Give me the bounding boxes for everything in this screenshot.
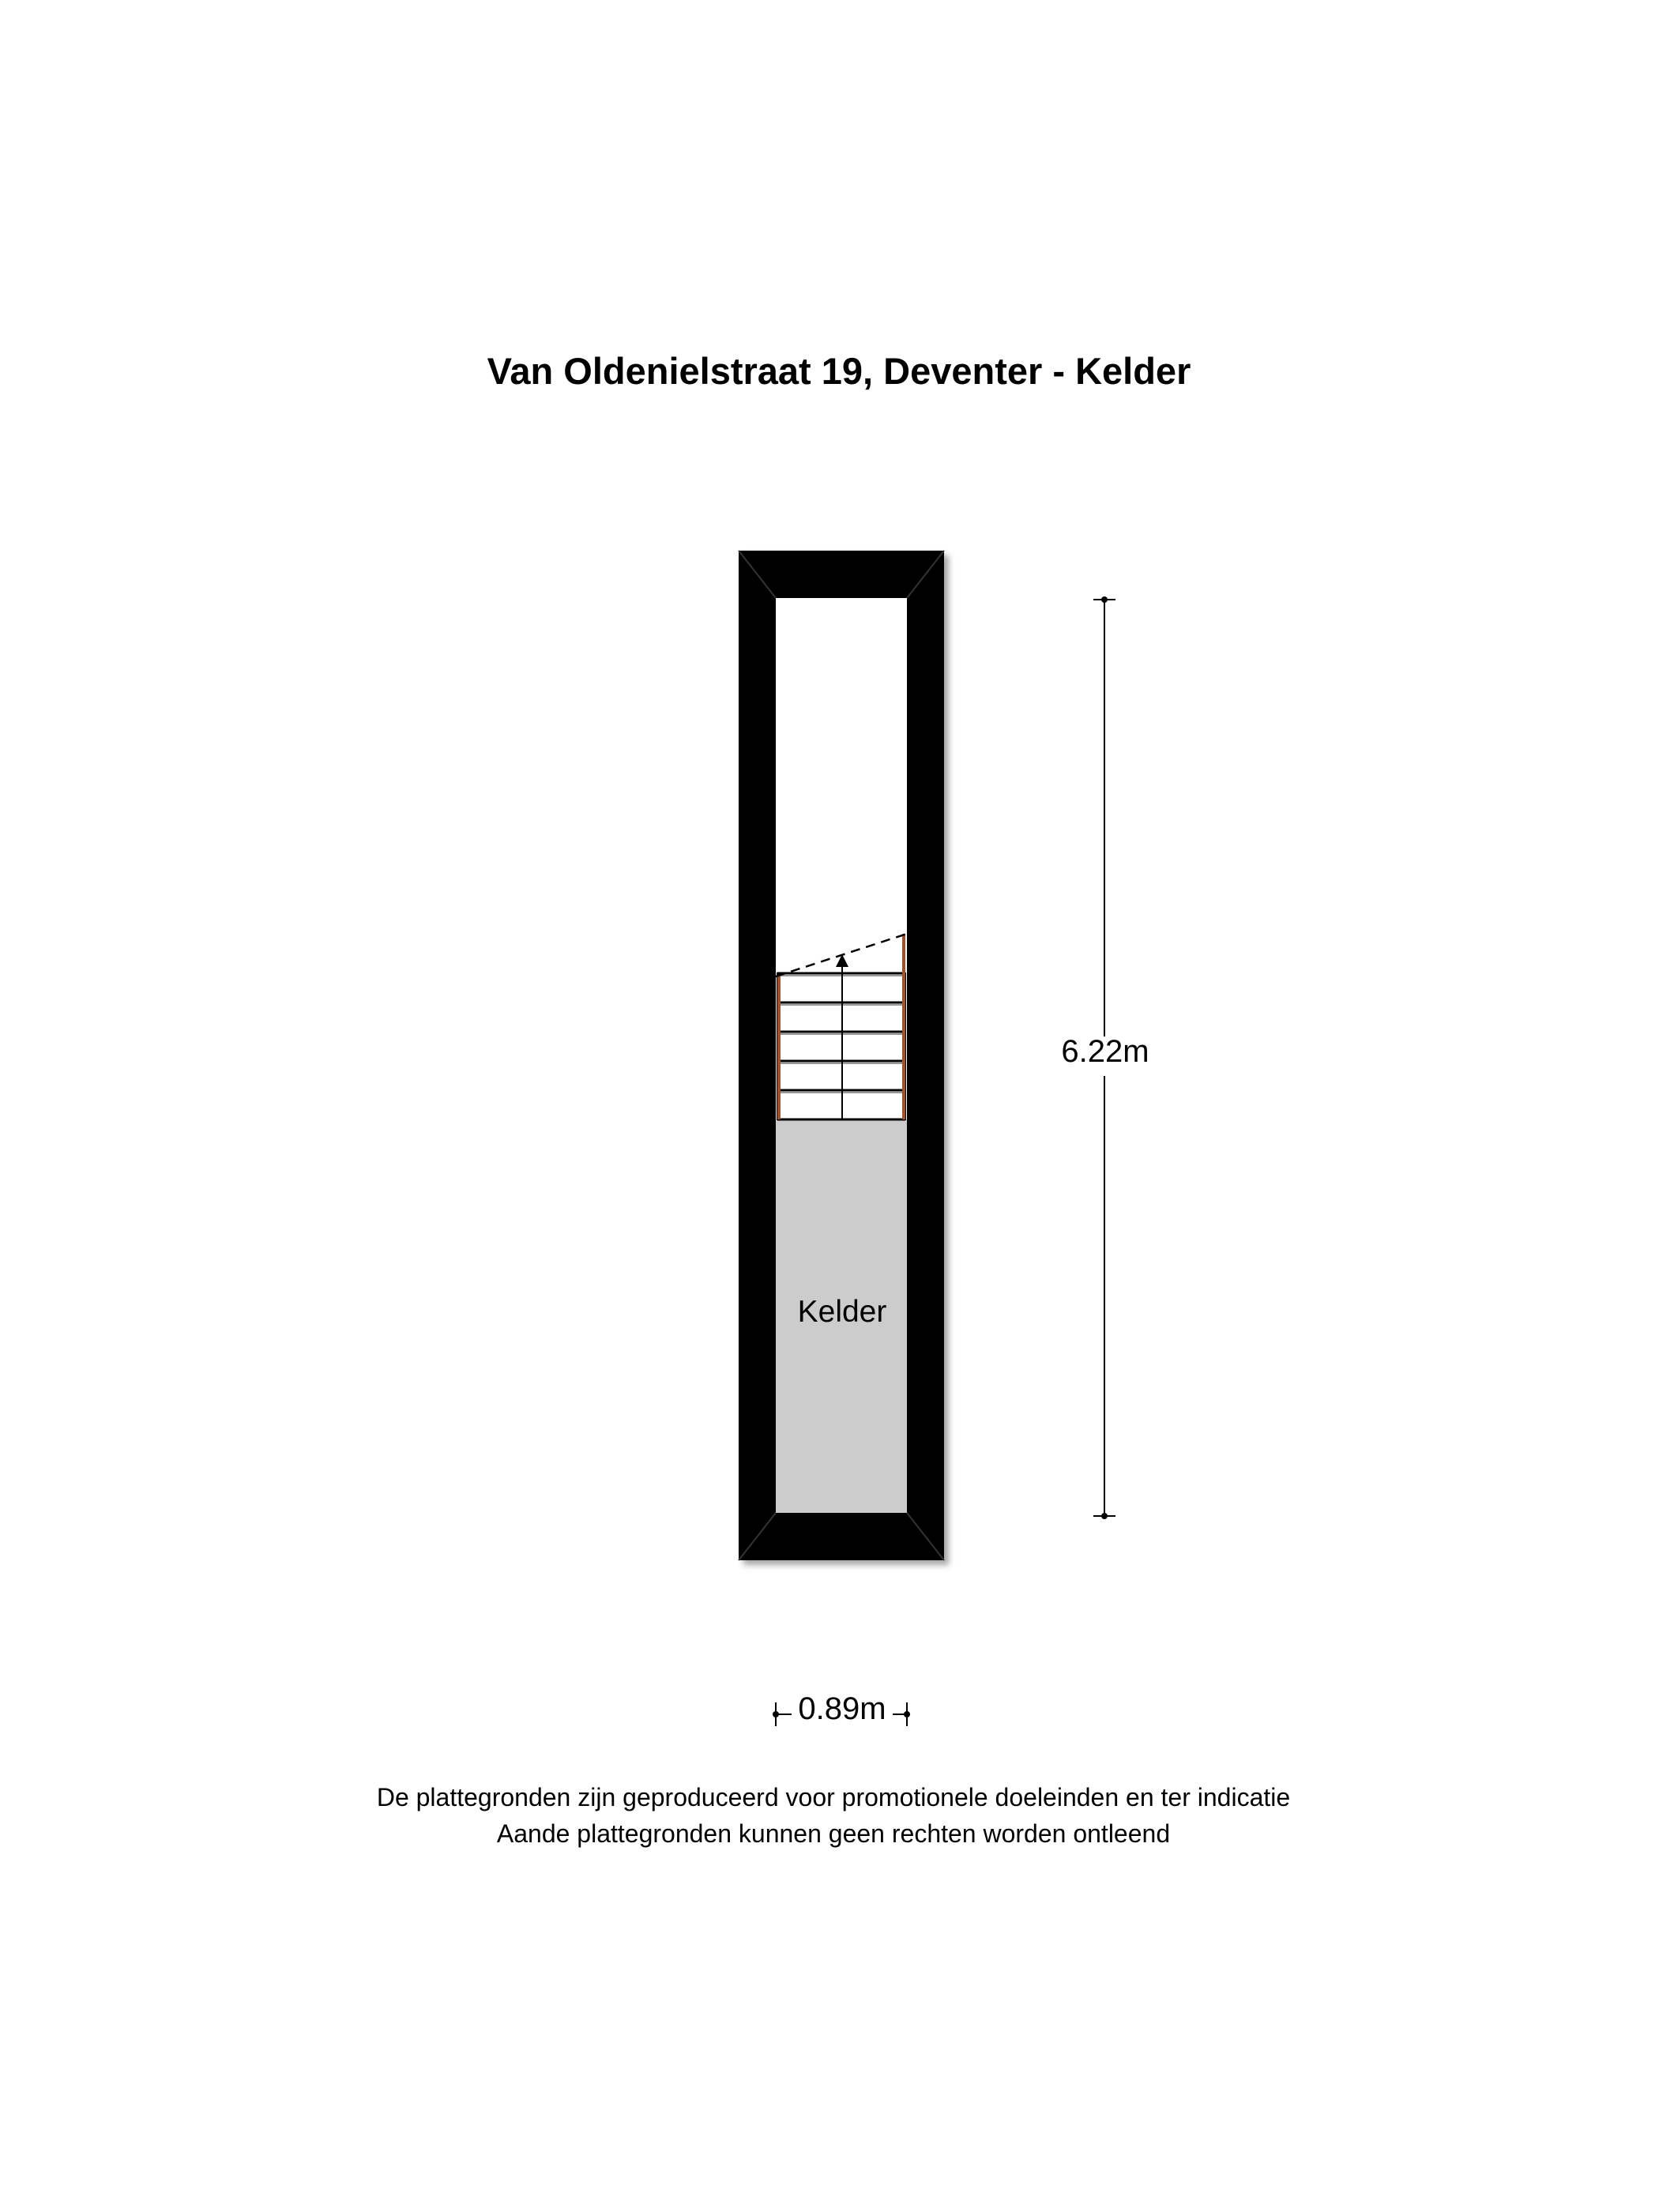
disclaimer [0, 1779, 1659, 1852]
room-label: Kelder [797, 1295, 887, 1329]
disclaimer-line-2: Aande plattegronden kunnen geen rechten worden ontleend [496, 1819, 1171, 1848]
disclaimer-line-1: De plattegronden zijn geproduceerd voor promotionele doeleinden en ter indicatie [376, 1783, 1291, 1811]
width-label: 0.89m [798, 1691, 886, 1726]
length-label: 6.22m [1061, 1034, 1149, 1069]
page-title: Van Oldenielstraat 19, Deventer - Kelder [487, 350, 1191, 392]
